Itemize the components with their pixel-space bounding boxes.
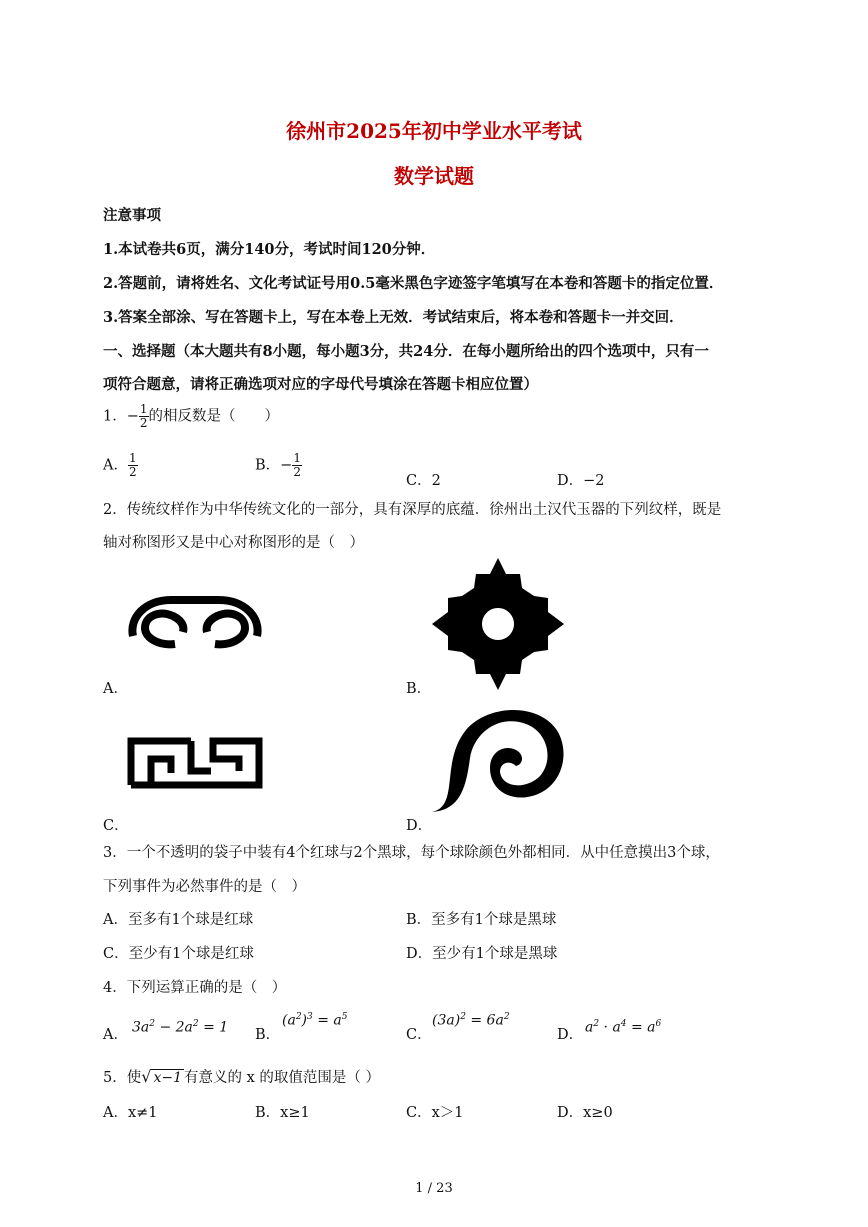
q5-option-b[interactable]: B．x≥1 xyxy=(255,1105,310,1121)
question-3-line2: 下列事件为必然事件的是（ ） xyxy=(103,879,306,895)
q4-option-a-expression: $3a^2 - 2a^2 = 1$ xyxy=(132,1019,229,1036)
q4-option-c-expression: $(3a)^2 = 6a^2$ xyxy=(432,1012,510,1029)
notice-item-1: 1.本试卷共6页，满分140分，考试时间120分钟． xyxy=(103,241,436,258)
q5-option-c[interactable]: C．x＞1 xyxy=(406,1105,464,1121)
radicand: x−1 xyxy=(153,1070,182,1086)
question-2-line1: 2．传统纹样作为中华传统文化的一部分，具有深厚的底蕴．徐州出土汉代玉器的下列纹样，既是 xyxy=(103,502,722,518)
q4-option-c[interactable] xyxy=(406,1023,432,1044)
option-label: B． xyxy=(255,457,281,474)
q3-option-c[interactable]: C．至少有1个球是红球 xyxy=(103,946,254,962)
fraction-sign: − xyxy=(280,457,293,474)
sqrt-icon: √ xyxy=(141,1067,152,1086)
question-3-line1: 3．一个不透明的袋子中装有4个红球与2个黑球，每个球除颜色外都相同．从中任意摸出3个球， xyxy=(103,845,720,861)
q2-option-c-label[interactable]: C． xyxy=(103,818,129,834)
pattern-a-double-scroll-icon[interactable] xyxy=(125,592,265,662)
q4-option-d[interactable] xyxy=(557,1023,583,1044)
q2-option-a-label[interactable]: A． xyxy=(103,681,128,697)
fraction xyxy=(139,403,149,430)
q4-option-b-expression: $(a^2)^3 = a^5$ xyxy=(282,1012,348,1029)
q4-option-b[interactable] xyxy=(255,1023,280,1044)
question-2-line2: 轴对称图形又是中心对称图形的是（ ） xyxy=(103,535,364,551)
notice-heading: 注意事项 xyxy=(103,207,161,224)
option-label: A． xyxy=(103,1027,128,1043)
option-value: −2 xyxy=(583,473,605,489)
option-label: C． xyxy=(406,1027,432,1043)
question-4: 4．下列运算正确的是（ ） xyxy=(103,980,287,996)
fraction-numerator: 1 xyxy=(139,402,148,416)
fraction-numerator: 1 xyxy=(293,451,301,465)
q4-option-d-expression: $a^2 \cdot a^4 = a^6$ xyxy=(585,1019,662,1036)
option-fraction xyxy=(292,452,302,479)
exam-title: 徐州市2025年初中学业水平考试 xyxy=(286,119,582,143)
q4-option-a[interactable] xyxy=(103,1023,128,1044)
fraction-sign: − xyxy=(126,408,139,425)
question-text: 5．使 xyxy=(103,1070,142,1086)
notice-item-2: 2.答题前，请将姓名、文化考试证号用0.5毫米黑色字迹签字笔填写在本卷和答题卡的指定位置． xyxy=(103,275,724,292)
exam-subtitle: 数学试题 xyxy=(394,164,474,188)
q1-option-d[interactable] xyxy=(557,469,605,490)
q2-option-b-label[interactable]: B． xyxy=(406,681,432,697)
pattern-b-star-ring-icon[interactable] xyxy=(430,556,566,692)
option-label: A． xyxy=(103,457,128,474)
fraction-denominator: 2 xyxy=(139,416,148,430)
notice-item-3: 3.答案全部涂、写在答题卡上，写在本卷上无效．考试结束后，将本卷和答题卡一并交回． xyxy=(103,309,684,326)
fraction-denominator: 2 xyxy=(293,465,301,479)
q5-option-a[interactable]: A．x≠1 xyxy=(103,1105,158,1121)
q1-option-c[interactable] xyxy=(406,469,441,490)
page-number: 1 / 23 xyxy=(415,1181,453,1196)
option-label: D． xyxy=(557,1027,584,1043)
option-label: D． xyxy=(557,473,584,489)
pattern-d-spiral-icon[interactable] xyxy=(430,702,566,820)
question-5 xyxy=(103,1066,380,1087)
question-text: 的相反数是（ ） xyxy=(148,408,280,425)
q1-option-a[interactable] xyxy=(103,452,138,479)
q2-option-d-label[interactable]: D． xyxy=(406,818,433,834)
question-1 xyxy=(103,403,279,430)
q5-option-d[interactable]: D．x≥0 xyxy=(557,1105,613,1121)
q3-option-a[interactable]: A．至多有1个球是红球 xyxy=(103,912,254,928)
option-value: 2 xyxy=(431,473,441,489)
section-heading-line2: 项符合题意，请将正确选项对应的字母代号填涂在答题卡相应位置） xyxy=(103,376,538,393)
question-number: 1． xyxy=(103,408,127,425)
fraction-numerator: 1 xyxy=(128,451,137,465)
option-label: C． xyxy=(406,473,432,489)
q3-option-b[interactable]: B．至多有1个球是黑球 xyxy=(406,912,557,928)
pattern-c-meander-icon[interactable] xyxy=(127,737,263,789)
option-label: B． xyxy=(255,1027,281,1043)
option-fraction xyxy=(128,452,138,479)
q3-option-d[interactable]: D．至少有1个球是黑球 xyxy=(406,946,558,962)
q1-option-b[interactable] xyxy=(255,452,302,479)
section-heading-line1: 一、选择题（本大题共有8小题，每小题3分，共24分．在每小题所给出的四个选项中，只有一 xyxy=(103,343,709,360)
question-text-suffix: 有意义的 x 的取值范围是（ ） xyxy=(183,1070,380,1086)
fraction-denominator: 2 xyxy=(128,465,137,479)
